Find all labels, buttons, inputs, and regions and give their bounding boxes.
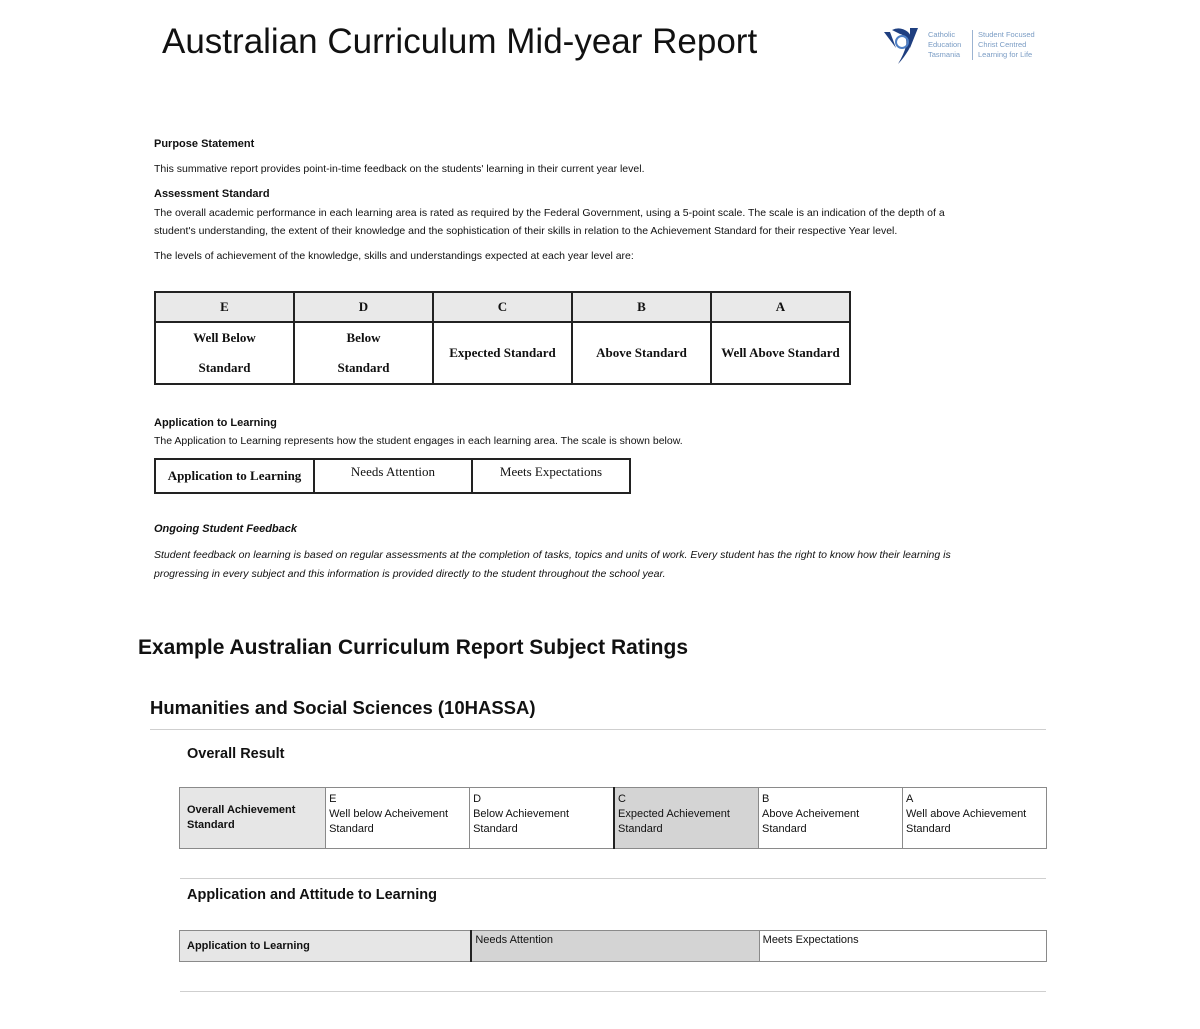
logo-org-line-1: Catholic — [928, 30, 956, 39]
scale-desc-e: Well Below Standard — [155, 322, 294, 384]
school-logo — [880, 24, 1050, 68]
bottom-divider — [180, 991, 1046, 992]
logo-motto-line-1: Student Focused — [978, 30, 1035, 39]
scale-grade-d: D — [294, 292, 433, 322]
application-option-needs-attention: Needs Attention — [314, 459, 472, 493]
assessment-heading: Assessment Standard — [154, 188, 270, 200]
scale-grade-a: A — [711, 292, 850, 322]
subject-divider — [150, 729, 1046, 730]
purpose-heading: Purpose Statement — [154, 138, 255, 150]
logo-org-line-2: Education — [928, 40, 962, 49]
logo-motto-line-2: Christ Centred — [978, 40, 1027, 49]
catholic-education-logo-icon — [880, 24, 926, 66]
overall-cell-d: D Below Achievement Standard — [470, 788, 614, 849]
feedback-text-line-1: Student feedback on learning is based on regular assessments at the completion of tasks, topics and units of work. Every student has the right to know how their learning is — [154, 549, 951, 561]
levels-intro-text: The levels of achievement of the knowledge, skills and understandings expected at each year level are: — [154, 250, 634, 262]
attitude-meets-expectations: Meets Expectations — [759, 931, 1046, 962]
overall-result-heading: Overall Result — [187, 746, 285, 762]
achievement-scale-table — [154, 291, 851, 385]
overall-achievement-label: Overall Achievement Standard — [180, 788, 326, 849]
scale-desc-b: Above Standard — [572, 322, 711, 384]
scale-desc-c: Expected Standard — [433, 322, 572, 384]
feedback-heading: Ongoing Student Feedback — [154, 523, 298, 535]
attitude-divider — [180, 878, 1046, 879]
application-option-meets-expectations: Meets Expectations — [472, 459, 630, 493]
overall-cell-c-selected: C Expected Achievement Standard — [614, 788, 758, 849]
subject-title: Humanities and Social Sciences (10HASSA) — [150, 697, 536, 718]
assessment-text-line-2: student's understanding, the extent of their knowledge and the sophistication of their skills in relation to the Achievement Standard for their respective Year level. — [154, 225, 898, 237]
attitude-heading: Application and Attitude to Learning — [187, 887, 437, 903]
scale-desc-d: Below Standard — [294, 322, 433, 384]
application-heading: Application to Learning — [154, 417, 277, 429]
attitude-label: Application to Learning — [180, 931, 472, 962]
overall-cell-e: E Well below Acheivement Standard — [326, 788, 470, 849]
application-scale-table — [154, 458, 631, 494]
logo-divider — [972, 30, 973, 60]
application-scale-label: Application to Learning — [155, 459, 314, 493]
logo-org-line-3: Tasmania — [928, 50, 961, 59]
application-text: The Application to Learning represents how the student engages in each learning area. The scale is shown below. — [154, 435, 683, 447]
example-section-title: Example Australian Curriculum Report Subject Ratings — [138, 636, 688, 659]
overall-cell-a: A Well above Achievement Standard — [902, 788, 1046, 849]
report-title: Australian Curriculum Mid-year Report — [162, 22, 758, 61]
feedback-text-line-2: progressing in every subject and this information is provided directly to the student throughout the school year. — [154, 568, 666, 580]
assessment-text-line-1: The overall academic performance in each learning area is rated as required by the Federal Government, using a 5-point scale. The scale is an indication of the depth of a — [154, 207, 945, 219]
purpose-text: This summative report provides point-in-time feedback on the students' learning in their current year level. — [154, 163, 645, 175]
overall-cell-b: B Above Acheivement Standard — [759, 788, 903, 849]
attitude-needs-attention-selected: Needs Attention — [471, 931, 759, 962]
scale-grade-c: C — [433, 292, 572, 322]
scale-grade-e: E — [155, 292, 294, 322]
overall-result-table — [179, 787, 1047, 849]
logo-motto-line-3: Learning for Life — [978, 50, 1033, 59]
scale-desc-a: Well Above Standard — [711, 322, 850, 384]
attitude-table — [179, 930, 1047, 962]
scale-grade-b: B — [572, 292, 711, 322]
